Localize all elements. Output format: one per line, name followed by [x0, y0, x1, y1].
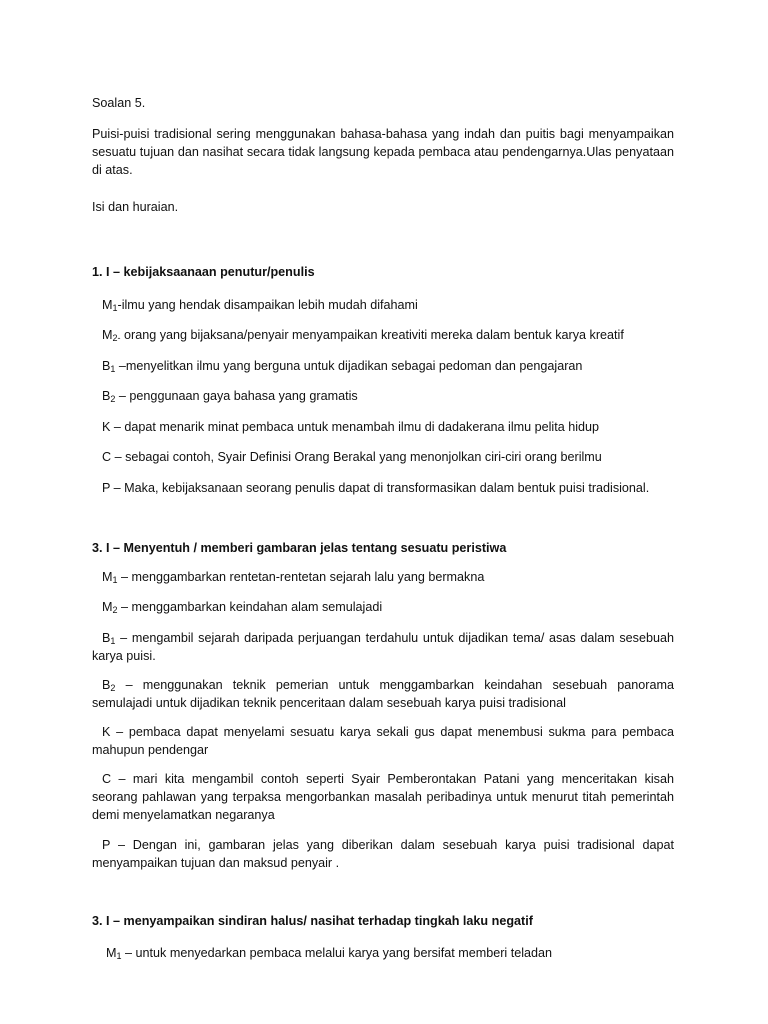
section-3-item-m1 — [106, 944, 674, 962]
item-text: – menggunakan teknik pemerian untuk menggambarkan keindahan sesebuah panorama semulajadi untuk dijadikan teknik penceritaan dalam sesebuah karya puisi tradisional — [92, 678, 674, 710]
section-2-item-c: C – mari kita mengambil contoh seperti Syair Pemberontakan Patani yang menceritakan kisah seorang pahlawan yang terpaksa mengorbankan masalah peribadinya untuk menurut titah pemerintah demi menyelamatkan negaranya — [92, 772, 674, 822]
item-label: $M_2$ — [102, 600, 118, 615]
item-text: – menggambarkan keindahan alam semulajadi — [117, 600, 383, 614]
item-label: $B_1$ — [102, 359, 116, 374]
item-label: $B_1$ — [102, 631, 116, 646]
section-2-item-b1 — [92, 629, 674, 665]
section-1-item-m1 — [102, 296, 674, 314]
item-text: – mengambil sejarah daripada perjuangan terdahulu untuk dijadikan tema/ asas dalam sesebuah karya puisi. — [92, 631, 674, 663]
item-label: $M_1$ — [102, 298, 118, 313]
section-1-item-p: P – Maka, kebijaksanaan seorang penulis dapat di transformasikan dalam bentuk puisi tradisional. — [102, 481, 650, 495]
item-label: $M_1$ — [102, 570, 118, 585]
section-1-item-m2 — [102, 326, 674, 344]
section-3-heading: 3. I – menyampaikan sindiran halus/ nasihat terhadap tingkah laku negatif — [92, 914, 533, 928]
section-1-item-c: C – sebagai contoh, Syair Definisi Orang Berakal yang menonjolkan ciri-ciri orang berilmu — [102, 450, 602, 464]
section-2-item-p: P – Dengan ini, gambaran jelas yang diberikan dalam sesebuah karya puisi tradisional dapat menyampaikan tujuan dan maksud penyair . — [92, 838, 674, 870]
item-label: $M_{2-}$ — [102, 328, 121, 343]
section-1-item-b2 — [102, 387, 674, 405]
section-2-item-m2 — [102, 598, 674, 616]
item-label: $B_2$ — [102, 389, 116, 404]
section-2-item-k: K – pembaca dapat menyelami sesuatu karya sekali gus dapat menembusi sukma para pembaca mahupun pendengar — [92, 725, 674, 757]
item-label: $M_1$ — [106, 946, 122, 961]
question-text: Puisi-puisi tradisional sering menggunakan bahasa-bahasa yang indah dan puitis bagi menyampaikan sesuatu tujuan dan nasihat secara tidak langsung kepada pembaca atau pendengarnya.Ulas penyataan di atas. — [92, 127, 674, 177]
section-1-heading: 1. I – kebijaksaanaan penutur/penulis — [92, 265, 315, 279]
question-title: Soalan 5. — [92, 96, 146, 110]
item-text: – penggunaan gaya bahasa yang gramatis — [115, 389, 358, 403]
intro-text: Isi dan huraian. — [92, 200, 179, 214]
section-2-item-b2 — [92, 676, 674, 712]
section-1-item-k: K – dapat menarik minat pembaca untuk menambah ilmu di dadakerana ilmu pelita hidup — [102, 420, 600, 434]
section-1-item-b1 — [102, 357, 674, 375]
item-text: – menggambarkan rentetan-rentetan sejarah lalu yang bermakna — [117, 570, 485, 584]
section-2-item-m1 — [102, 568, 674, 586]
item-label: $B_2$ — [102, 678, 116, 693]
item-text: –menyelitkan ilmu yang berguna untuk dijadikan sebagai pedoman dan pengajaran — [115, 359, 583, 373]
section-2-heading: 3. I – Menyentuh / memberi gambaran jelas tentang sesuatu peristiwa — [92, 541, 507, 555]
item-text: -ilmu yang hendak disampaikan lebih mudah difahami — [117, 298, 418, 312]
item-text: – untuk menyedarkan pembaca melalui karya yang bersifat memberi teladan — [121, 946, 553, 960]
item-text: orang yang bijaksana/penyair menyampaikan kreativiti mereka dalam bentuk karya kreatif — [120, 328, 624, 342]
